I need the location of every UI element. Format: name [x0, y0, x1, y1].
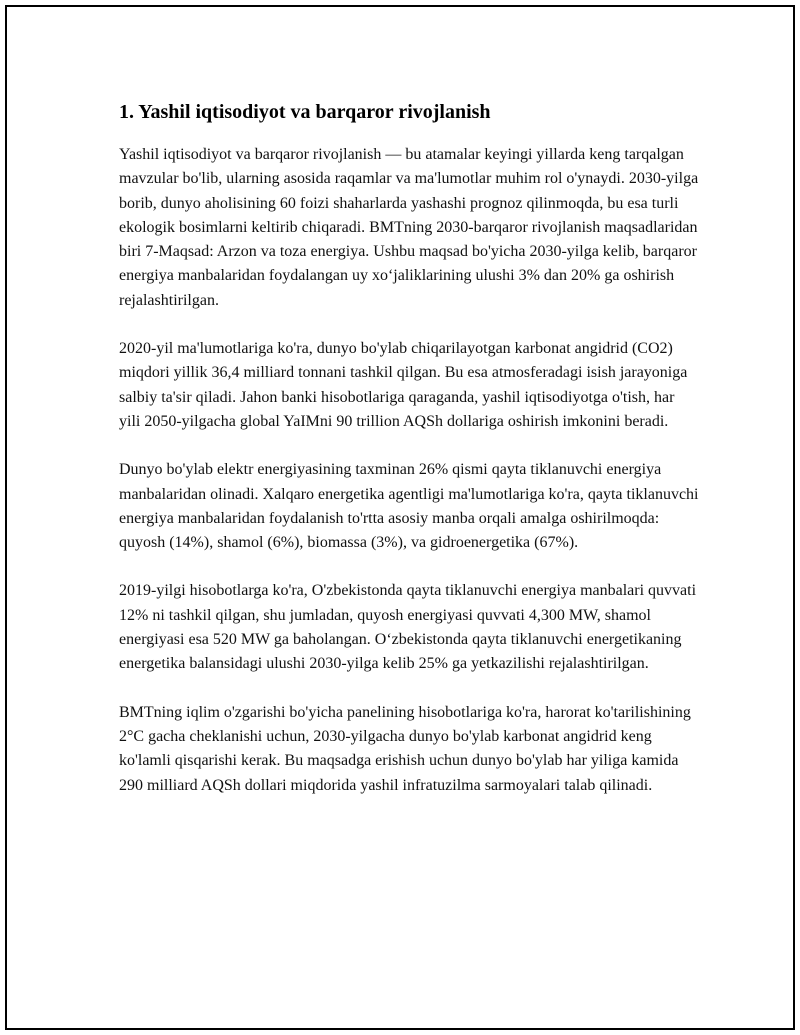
paragraph-intro: Yashil iqtisodiyot va barqaror rivojlanish — bu atamalar keyingi yillarda keng tarqalgan mavzular bo'lib, ularning asosida raqamlar va ma'lumotlar muhim rol o'ynaydi. 2030-yilga borib, dunyo aholisining 60 foizi shaharlarda yashashi prognoz qilinmoqda, bu esa turli ekologik bosimlarni keltirib chiqaradi. BMTning 2030-barqaror rivojlanish maqsadlaridan biri 7-Maqsad: Arzon va toza energiya. Ushbu maqsad bo'yicha 2030-yilga kelib, barqaror energiya manbalaridan foydalangan uy xo‘jaliklarining ulushi 3% dan 20% ga oshirish rejalashtirilgan. — [119, 146, 699, 309]
document-body — [119, 97, 699, 822]
paragraph-climate-investment: BMTning iqlim o'zgarishi bo'yicha panelining hisobotlariga ko'ra, harorat ko'tarilishining 2°C gacha cheklanishi uchun, 2030-yilgacha dunyo bo'ylab karbonat angidrid keng ko'lamli qisqarishi kerak. Bu maqsadga erishish uchun dunyo bo'ylab har yiliga kamida 290 milliard AQSh dollari miqdorida yashil infratuzilma sarmoyalari talab qilinadi. — [119, 703, 691, 794]
paragraph-renewable-share: Dunyo bo'ylab elektr energiyasining taxminan 26% qismi qayta tiklanuvchi energiya manbalaridan olinadi. Xalqaro energetika agentligi ma'lumotlariga ko'ra, qayta tiklanuvchi energiya manbalaridan foydalanish to'rtta asosiy manba orqali amalga oshirilmoqda: quyosh (14%), shamol (6%), biomassa (3%), va gidroenergetika (67%). — [119, 461, 699, 552]
paragraph-co2-emissions: 2020-yil ma'lumotlariga ko'ra, dunyo bo'ylab chiqarilayotgan karbonat angidrid (CO2) miqdori yillik 36,4 milliard tonnani tashkil qilgan. Bu esa atmosferadagi isish jarayoniga salbiy ta'sir qiladi. Jahon banki hisobotlariga qaraganda, yashil iqtisodiyotga o'tish, har yili 2050-yilgacha global YaIMni 90 trillion AQSh dollariga oshirish imkonini beradi. — [119, 340, 688, 430]
page-frame — [5, 5, 795, 1030]
section-heading: 1. Yashil iqtisodiyot va barqaror rivojlanish — [119, 101, 491, 123]
paragraph-uzbekistan-energy: 2019-yilgi hisobotlarga ko'ra, O'zbekistonda qayta tiklanuvchi energiya manbalari quvvati 12% ni tashkil qilgan, shu jumladan, quyosh energiyasi quvvati 4,300 MW, shamol energiyasi esa 520 MW ga baholangan. O‘zbekistonda qayta tiklanuvchi energetikaning energetika balansidagi ulushi 2030-yilga kelib 25% ga yetkazilishi rejalashtirilgan. — [119, 582, 697, 673]
